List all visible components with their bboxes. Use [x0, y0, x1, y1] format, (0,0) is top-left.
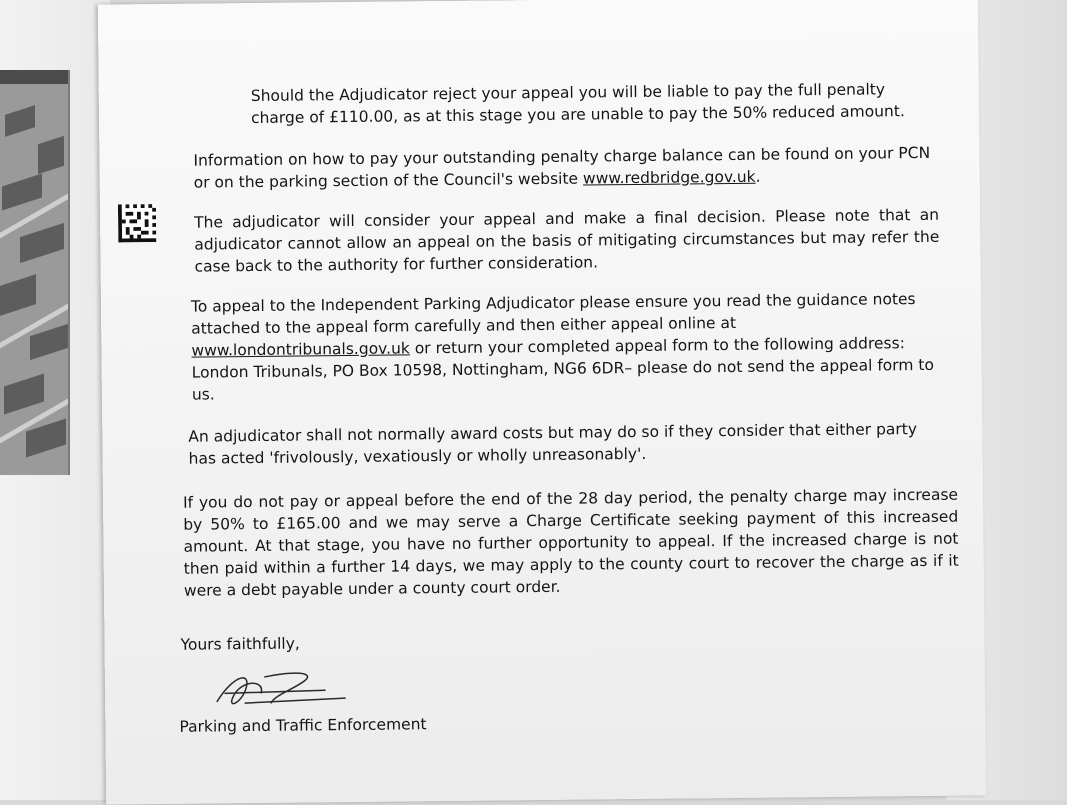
map-toolbar [0, 70, 68, 84]
map-building [20, 223, 64, 263]
payment-info-end: . [755, 167, 761, 186]
paragraph-payment-info [193, 142, 938, 194]
appeal-address-text: or return your completed appeal form to the following address: London Tribunals, PO Box 10598, Nottingham, NG6 6DR– please do not send the appeal form to us. [191, 334, 934, 404]
paragraph-adjudicator-reject: Should the Adjudicator reject your appeal you will be liable to pay the full penalty charge of £110.00, as at this stage you are unable to pay the 50% reduced amount. [250, 80, 905, 128]
letter-page [98, 0, 986, 805]
map-building [0, 274, 36, 316]
paragraph-increase-warning: If you do not pay or appeal before the end of the 28 day period, the penalty charge may increase by 50% to £165.00 and we may serve a Charge Certificate seeking payment of this increased amount. At that stage, you have no further opportunity to appeal. If the increased charge is not then paid within a further 14 days, we may apply to the county court to recover the charge as if it were a debt payable under a county court order. [182, 485, 959, 600]
map-building [30, 324, 68, 360]
qr-code-icon [118, 204, 156, 242]
signatory-department: Parking and Traffic Enforcement [179, 715, 427, 736]
map-building [38, 136, 64, 174]
map-building [5, 105, 35, 137]
closing-salutation: Yours faithfully, [180, 634, 300, 654]
paragraph-adjudicator-decision: The adjudicator will consider your appeal and make a final decision. Please note that an adjudicator cannot allow an appeal on the basis of mitigating circumstances but may refer the case back to the authority for further consideration. [194, 205, 940, 276]
map-building [2, 174, 42, 211]
map-building [4, 374, 44, 415]
paragraph-costs: An adjudicator shall not normally award costs but may do so if they consider that either party has acted 'frivolously, vexatiously or wholly unreasonably'. [188, 420, 918, 468]
london-tribunals-link[interactable]: www.londontribunals.gov.uk [191, 339, 410, 360]
how-to-appeal-text: To appeal to the Independent Parking Adjudicator please ensure you read the guidance notes attached to the appeal form carefully and then either appeal online at [190, 290, 916, 338]
paragraph-how-to-appeal [191, 288, 942, 406]
redbridge-website-link[interactable]: www.redbridge.gov.uk [582, 167, 756, 188]
map-image-fragment [0, 70, 70, 475]
handwritten-signature [205, 662, 356, 714]
payment-info-text: Information on how to pay your outstanding penalty charge balance can be found on your PCN or on the parking section of the Council's website [193, 143, 931, 192]
